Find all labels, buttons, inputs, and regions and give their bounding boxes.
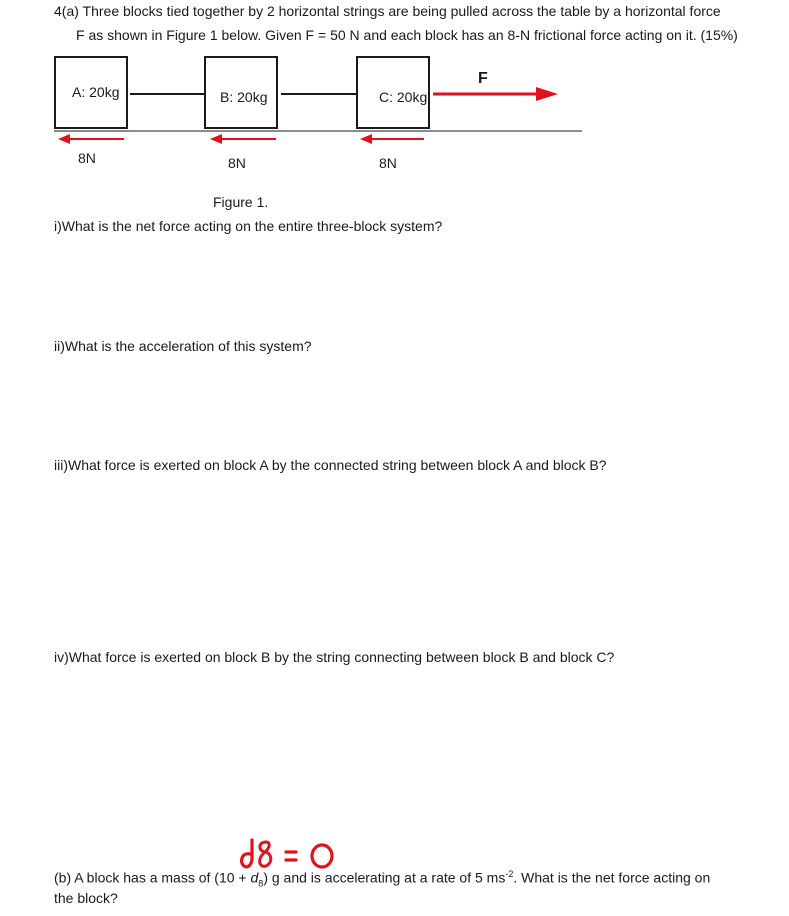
question-b-var: d <box>250 869 259 886</box>
friction-arrow-c-head <box>360 134 372 144</box>
subquestion-iii: iii)What force is exerted on block A by the connected string between block A and block B? <box>54 457 607 473</box>
question-b-line2: the block? <box>54 890 118 906</box>
question-b-line1 <box>54 865 710 892</box>
question-a-line2: F as shown in Figure 1 below. Given F = 50 N and each block has an 8-N frictional force acting on it. (15%) <box>76 27 738 43</box>
force-label: F <box>478 70 488 87</box>
figure-caption: Figure 1. <box>213 194 269 210</box>
subquestion-ii: ii)What is the acceleration of this system? <box>54 338 312 354</box>
question-b-suffix: . What is the net force acting on <box>513 869 711 886</box>
friction-c-label: 8N <box>379 155 397 171</box>
force-arrow-head <box>536 87 558 101</box>
friction-arrow-b-head <box>210 134 222 144</box>
question-b-prefix: (b) A block has a mass of (10 + <box>54 869 251 886</box>
friction-b-label: 8N <box>228 155 246 171</box>
friction-arrow-a-head <box>58 134 70 144</box>
question-b-mid: ) g and is accelerating at a rate of 5 ms <box>263 869 506 886</box>
subquestion-i: i)What is the net force acting on the entire three-block system? <box>54 218 443 234</box>
subquestion-iv: iv)What force is exerted on block B by the string connecting between block B and block C? <box>54 649 615 665</box>
question-b-var-sub: 8 <box>258 878 264 889</box>
block-a-label: A: 20kg <box>72 84 120 100</box>
question-b-exp: -2 <box>505 869 514 879</box>
friction-a-label: 8N <box>78 150 96 166</box>
block-c-label: C: 20kg <box>379 89 428 105</box>
block-b-label: B: 20kg <box>220 89 268 105</box>
question-a-line1: 4(a) Three blocks tied together by 2 horizontal strings are being pulled across the table by a horizontal force <box>54 3 721 19</box>
